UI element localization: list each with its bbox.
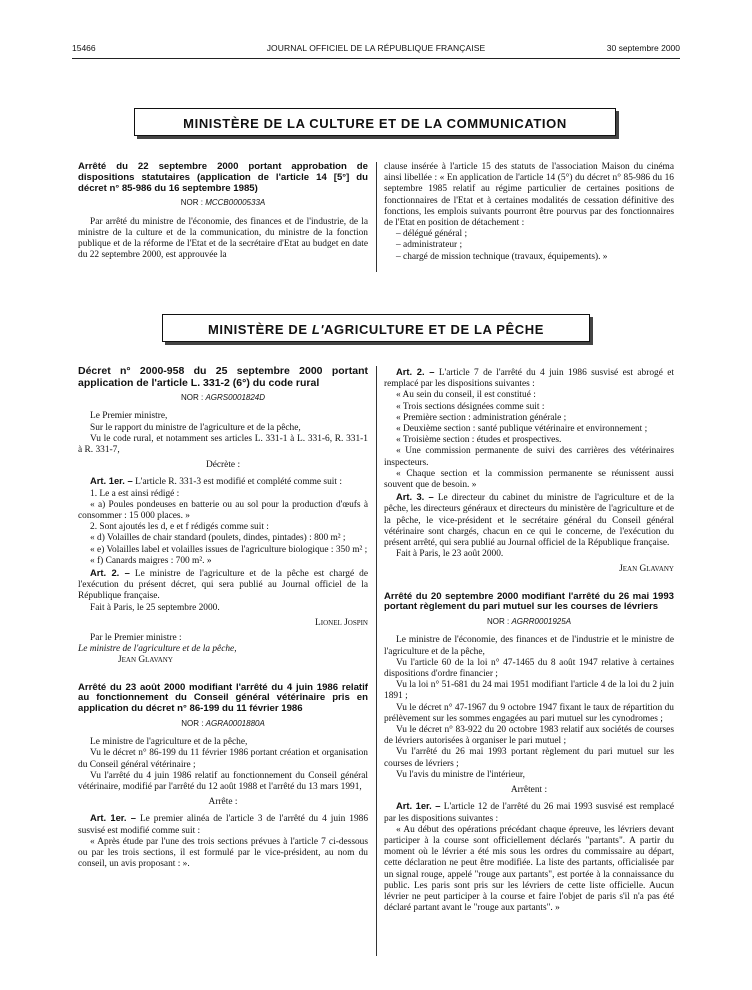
agriculture-left-column: Décret n° 2000-958 du 25 septembre 2000 portant application de l'article L. 331-2 (6°) du code rural NOR : AGRS0001824D Le Premier ministre, Sur le rapport du ministre de l'agriculture et de la pêche, Vu le code rural, et notamment ses articles L. 331-1 à L. 331-6, R. 331-1 à R. 331-7, Décrète : Art. 1er. – L'article R. 331-3 est modifié et complété comme suit : 1. Le a est ainsi rédigé : « a) Poules pondeuses en batterie ou au sol pour la production d'œufs à consommer : 15 000 places. » 2. Sont ajoutés les d, e et f rédigés comme suit : « d) Volailles de chair standard (poulets, dindes, pintades) : 800 m² ; « e) Volailles label et volailles issues de l'agriculture biologique : 350 m² ; « f) Canards maigres : 700 m². » Art. 2. – Le ministre de l'agriculture et de la pêche est chargé de l'exécution du présent décret, qui sera publié au Journal officiel de la République française. Fait à Paris, le 25 septembre 2000. Lionel Jospin Par le Premier ministre : Le ministre de l'agriculture et de la pêche, Jean Glavany Arrêté du 23 août 2000 modifiant l'arrêté du 4 juin 1986 relatif au fonctionnement du Conseil général vétérinaire pris en application du décret n° 86-199 du 11 février 1986 NOR : AGRA0001880A Le ministre de l'agriculture et de la pêche, Vu le décret n° 86-199 du 11 février 1986 portant création et organisation du Conseil général vétérinaire ; Vu l'arrêté du 4 juin 1986 relatif au fonctionnement du Conseil général vétérinaire, modifié par l'arrêté du 12 août 1988 et l'arrêté du 13 mars 1991, Arrête : Art. 1er. – Le premier alinéa de l'article 3 de l'arrêté du 4 juin 1986 susvisé est modifié comme suit : « Après étude par l'une des trois sections prévues à l'article 7 ci-dessous ou par les trois sections, il est formulé par le vice-président, au nom du conseil, un avis proposant : ». (78, 365, 369, 870)
culture-arrete-left (78, 162, 368, 261)
decret-title: Décret n° 2000-958 du 25 septembre 2000 portant application de l'article L. 331-2 (6°) du code rural (78, 365, 368, 389)
list-item: – administrateur ; (396, 240, 463, 251)
arrete-aout-article-3: Art. 3. – Le directeur du cabinet du ministre de l'agriculture et de la pêche, les directeurs généraux et directeurs du ministère de l'agriculture et de la pêche, le vice-président et le secrétaire général du Conseil général vétérinaire sont chargés, chacun en ce qui le concerne, de l'exécution du présent arrêté, qui sera publié au Journal officiel de la République française. (384, 491, 675, 549)
ministry-agriculture-heading: MINISTÈRE DE L'AGRICULTURE ET DE LA PÊCHE (162, 314, 590, 342)
decret-article-2: Art. 2. – Le ministre de l'agriculture et de la pêche est chargé de l'exécution du présent décret, qui sera publié au Journal officiel de la République française. (78, 567, 369, 602)
arrete-aout-article-1: Art. 1er. – Le premier alinéa de l'article 3 de l'arrêté du 4 juin 1986 susvisé est modifié comme suit : (78, 812, 369, 836)
signature: Lionel Jospin (315, 617, 368, 628)
ministry-culture-heading: MINISTÈRE DE LA CULTURE ET DE LA COMMUNICATION (134, 108, 616, 136)
list-item: – délégué général ; (396, 229, 468, 240)
decret-article-1: Art. 1er. – L'article R. 331-3 est modifié et complété comme suit : (90, 475, 342, 488)
arrete-sept-article-1: Art. 1er. – L'article 12 de l'arrêté du 26 mai 1993 susvisé est remplacé par les dispositions suivantes : (384, 800, 675, 824)
signature: Jean Glavany (118, 655, 173, 666)
culture-arrete-right (384, 162, 674, 263)
header-rule (72, 58, 680, 59)
decret-nor: NOR : AGRS0001824D (180, 393, 266, 403)
journal-title: JOURNAL OFFICIEL DE LA RÉPUBLIQUE FRANÇAISE (266, 43, 486, 53)
list-item: – chargé de mission technique (travaux, équipements). » (396, 251, 608, 262)
page-number: 15466 (72, 43, 96, 53)
arrete-aout-article-2: Art. 2. – L'article 7 de l'arrêté du 4 juin 1986 susvisé est abrogé et remplacé par les dispositions suivantes : (384, 366, 675, 390)
signature: Jean Glavany (619, 564, 674, 575)
column-divider (376, 162, 377, 272)
column-divider (376, 366, 377, 956)
culture-nor: NOR : MCCB0000533A (180, 198, 266, 208)
culture-arrete-body: Par arrêté du ministre de l'économie, des finances et de l'industrie, de la ministre de la culture et de la communication, du ministre de la fonction publique et de la réforme de l'Etat et de la secrétaire d'Etat au budget en date du 22 septembre 2000, est approuvée la (78, 216, 368, 261)
agriculture-right-column: Art. 2. – L'article 7 de l'arrêté du 4 juin 1986 susvisé est abrogé et remplacé par les dispositions suivantes : « Au sein du conseil, il est constitué : « Trois sections désignées comme suit : « Première section : administration générale ; « Deuxième section : santé publique vétérinaire et environnement ; « Troisième section : études et prospectives. « Une commission permanente de suivi des carrières des vétérinaires inspecteurs. « Chaque section et la commission permanente se réunissent aussi souvent que de besoin. » Art. 3. – Le directeur du cabinet du ministre de l'agriculture et de la pêche, les directeurs généraux et directeurs du ministère de l'agriculture et de la pêche, le vice-président et le secrétaire général du Conseil général vétérinaire sont chargés, chacun en ce qui le concerne, de l'exécution du présent arrêté, qui sera publié au Journal officiel de la République française. Fait à Paris, le 23 août 2000. Jean Glavany Arrêté du 20 septembre 2000 modifiant l'arrêté du 26 mai 1993 portant règlement du pari mutuel sur les courses de lévriers NOR : AGRR0001925A Le ministre de l'économie, des finances et de l'industrie et le ministre de l'agriculture et de la pêche, Vu l'article 60 de la loi n° 47-1465 du 8 août 1947 relative à certaines dispositions d'ordre financier ; Vu la loi n° 51-681 du 24 mai 1951 modifiant l'article 4 de la loi du 2 juin 1891 ; Vu le décret n° 47-1967 du 9 octobre 1947 fixant le taux de répartition du prélèvement sur les sommes engagées au pari mutuel sur les cynodromes ; Vu le décret n° 83-922 du 20 octobre 1983 relatif aux sociétés de courses de lévriers autorisées à organiser le pari mutuel ; Vu l'arrêté du 26 mai 1993 portant règlement du pari mutuel sur les courses de lévriers ; Vu l'avis du ministre de l'intérieur, Arrêtent : Art. 1er. – L'article 12 de l'arrêté du 26 mai 1993 susvisé est remplacé par les dispositions suivantes : « Au début des opérations précédant chaque épreuve, les lévriers devant participer à la course sont officiellement déclarés "partants". A partir du moment où le lévrier a été mis sous les ordres du commissaire au départ, cette déclaration ne peut être modifiée. La liste des partants, officialisée par un signal rouge, appelé "rouge aux partants", est portée à la connaissance du public. Les paris sont pris sur les lévriers de cette liste officielle. Aucun lévrier ne peut participer à la course et faire l'objet de paris s'il n'a pas été déclaré partant avant le "rouge aux partants". » (384, 366, 675, 914)
arrete-aout-title: Arrêté du 23 août 2000 modifiant l'arrêté du 4 juin 1986 relatif au fonctionnement du Conseil général vétérinaire pris en application du décret n° 86-199 du 11 février 1986 (78, 681, 368, 715)
arrete-aout-nor: NOR : AGRA0001880A (181, 719, 265, 729)
culture-arrete-clause: clause insérée à l'article 15 des statuts de l'association Maison du cinéma ainsi libellée : « En application de l'article 14 (5°) du décret n° 85-986 du 16 septembre 1985 relatif au régime particulier de certaines positions de fonctionnaires de l'Etat et à certaines modalités de cessation définitive des fonctions, les emplois suivants pourront être pourvus par des fonctionnaires de l'Etat en position de détachement : (384, 162, 674, 229)
arrete-sept-title: Arrêté du 20 septembre 2000 modifiant l'arrêté du 26 mai 1993 portant règlement du pari mutuel sur les courses de lévriers (384, 590, 674, 613)
culture-arrete-title: Arrêté du 22 septembre 2000 portant approbation de dispositions statutaires (application de l'article 14 [5°] du décret n° 85-986 du 16 septembre 1985) (78, 161, 368, 194)
arrete-sept-nor: NOR : AGRR0001925A (486, 617, 572, 627)
issue-date: 30 septembre 2000 (606, 43, 680, 53)
page-header (72, 43, 680, 57)
